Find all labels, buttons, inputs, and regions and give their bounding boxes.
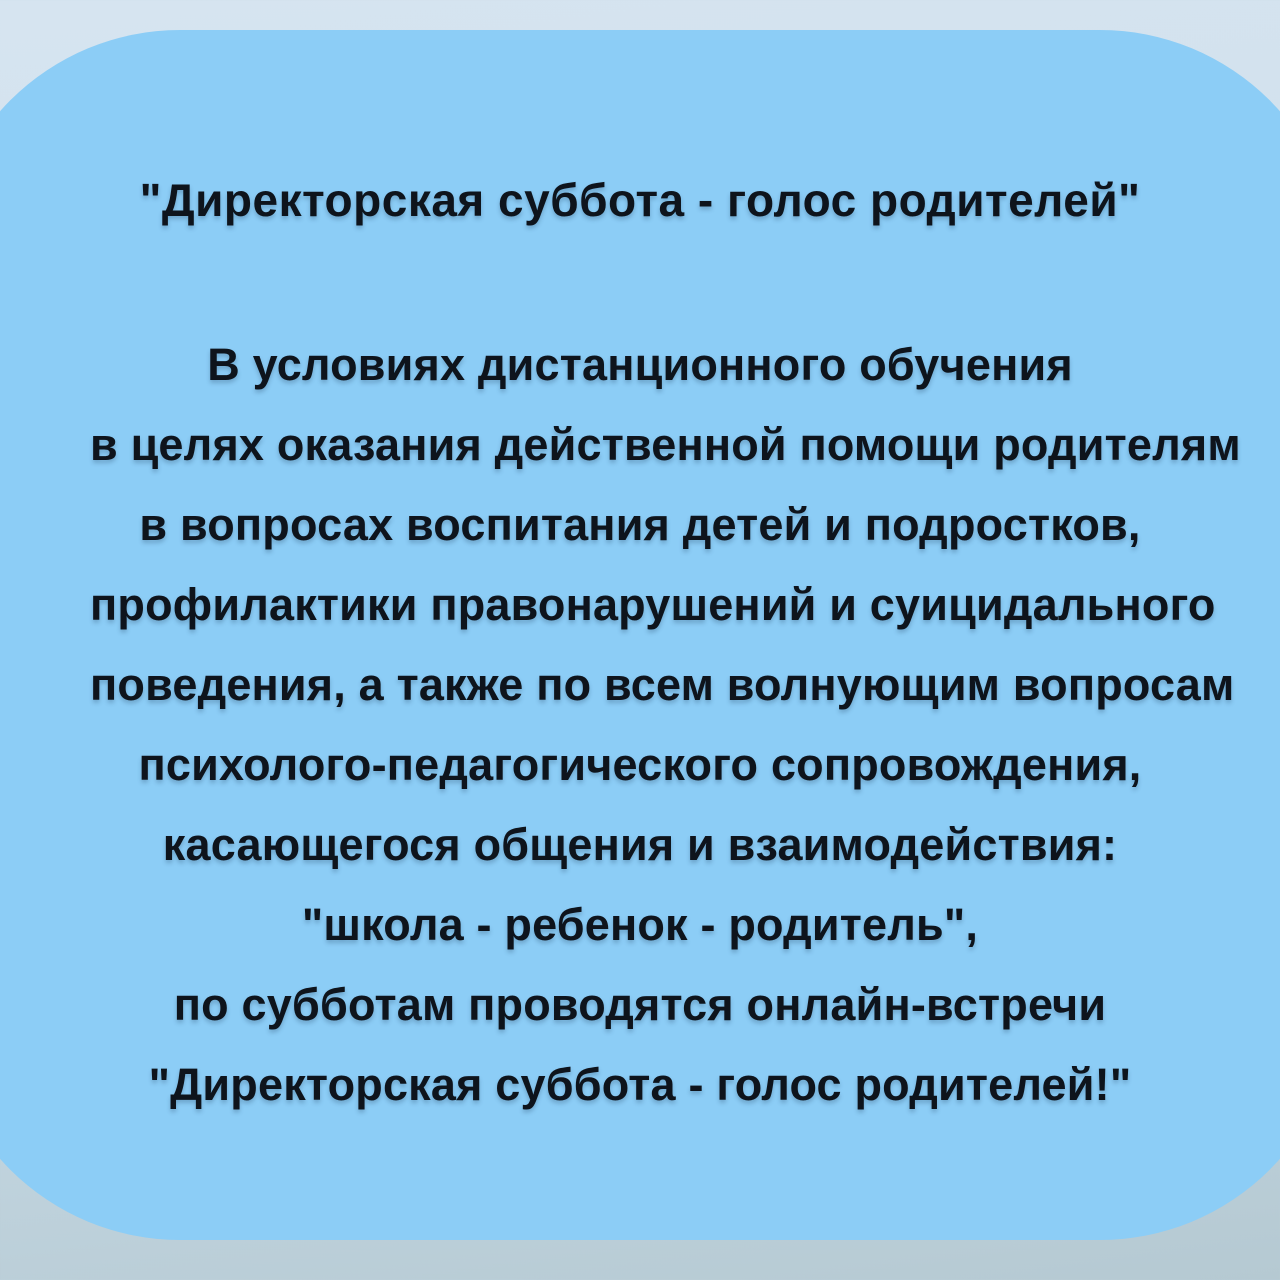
body-line: касающегося общения и взаимодействия: xyxy=(162,819,1118,870)
body-line: "Директорская суббота - голос родителей!" xyxy=(148,1059,1132,1110)
body-line: в вопросах воспитания детей и подростков, xyxy=(139,499,1141,550)
body-line: психолого-педагогического сопровождения, xyxy=(138,739,1142,790)
body-line: В условиях дистанционного обучения xyxy=(207,339,1073,390)
body-line: "школа - ребенок - родитель", xyxy=(301,899,979,950)
announcement-title: "Директорская суббота - голос родителей" xyxy=(139,174,1141,226)
announcement-card xyxy=(0,30,1280,1240)
body-line: поведения, а также по всем волнующим вопросам xyxy=(90,659,1235,710)
body-line: по субботам проводятся онлайн-встречи xyxy=(173,979,1107,1030)
body-line: профилактики правонарушений и суицидального xyxy=(90,579,1216,630)
body-line: в целях оказания действенной помощи родителям xyxy=(90,419,1241,470)
announcement-body xyxy=(90,325,1241,1125)
